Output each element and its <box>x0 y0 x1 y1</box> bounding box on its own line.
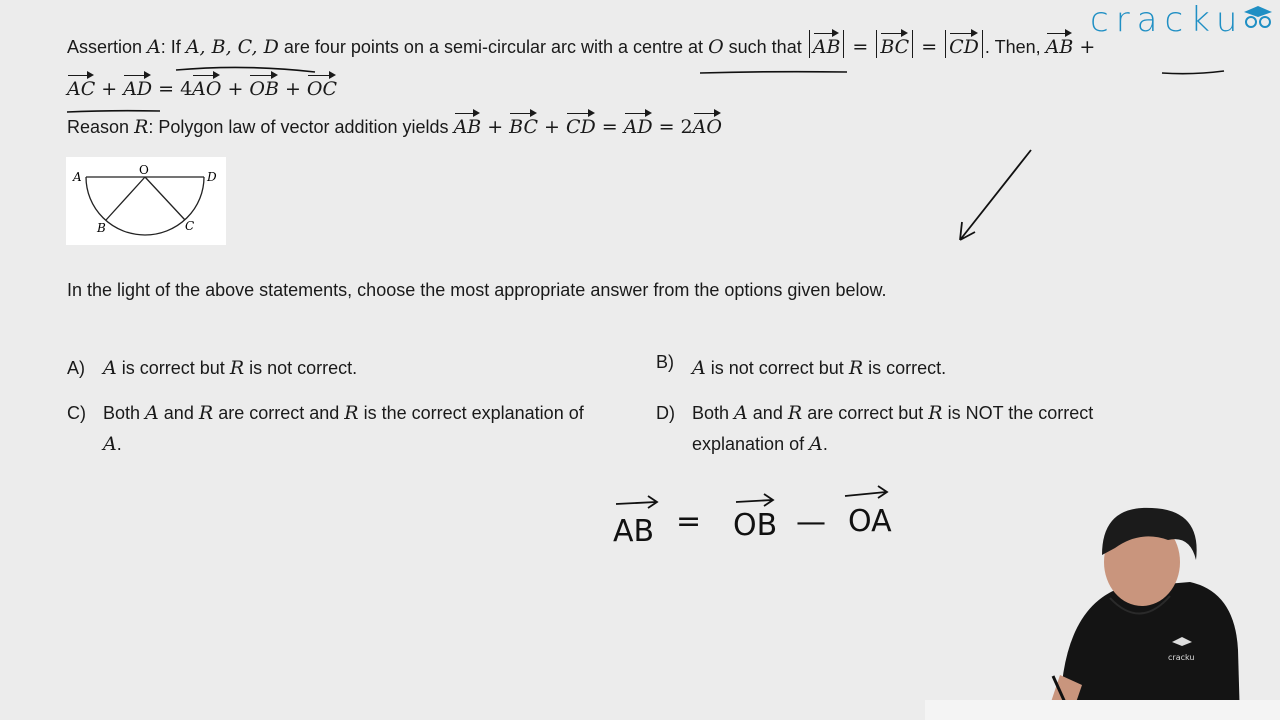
equals-sign: = <box>658 116 675 138</box>
assertion-text-3: such that <box>728 37 802 57</box>
var-a: A <box>692 357 706 379</box>
option-c <box>67 398 637 462</box>
equals-sign: = <box>852 36 869 58</box>
ink-underline <box>700 72 847 73</box>
equals-sign: = <box>921 36 938 58</box>
shirt-logo-text: cracku <box>1168 653 1195 662</box>
option-label: B) <box>656 352 674 372</box>
option-label: C) <box>67 403 86 423</box>
reason-line <box>67 110 722 138</box>
option-fragment: is correct. <box>868 358 947 378</box>
plus-sign: + <box>284 78 301 100</box>
vector-ac: AC <box>67 72 95 100</box>
presenter-video <box>990 500 1280 720</box>
plus-sign: + <box>487 116 504 138</box>
hand-minus: — <box>796 505 826 540</box>
abs-bc <box>876 30 913 58</box>
var-a: A <box>145 402 159 424</box>
equals-sign: = <box>158 78 175 100</box>
coefficient: 4 <box>180 78 193 100</box>
vector-cd: CD <box>566 110 596 138</box>
plus-sign: + <box>101 78 118 100</box>
option-fragment: . <box>116 434 122 454</box>
option-fragment: and <box>163 403 194 423</box>
option-fragment: are correct and <box>218 403 340 423</box>
vector-bc: BC <box>880 30 909 58</box>
vector-ab: AB <box>813 30 841 58</box>
option-text <box>103 353 357 384</box>
assertion-points: A, B, C, D <box>185 36 279 58</box>
semicircle-diagram <box>66 157 226 245</box>
assertion-text-2: are four points on a semi-circular arc with a centre at <box>283 37 704 57</box>
option-text <box>692 353 946 384</box>
plus-sign: + <box>1079 36 1096 58</box>
assertion-text-1: : If <box>160 37 181 57</box>
hand-term-1: OB <box>733 508 778 543</box>
option-fragment: . <box>822 434 828 454</box>
abs-ab <box>809 30 845 58</box>
vector-ad: AD <box>624 110 653 138</box>
option-fragment: is not correct. <box>249 358 358 378</box>
var-r: R <box>848 357 864 379</box>
handwritten-equation <box>613 486 892 549</box>
option-d <box>656 398 1216 462</box>
assertion-then: . Then, <box>984 37 1041 57</box>
var-a: A <box>103 357 117 379</box>
assertion-label: A <box>147 36 161 58</box>
hand-term-2: OA <box>848 504 892 539</box>
plus-sign: + <box>544 116 560 138</box>
vector-oc: OC <box>307 72 337 100</box>
label-d: D <box>207 170 217 184</box>
ink-underline <box>1162 71 1224 74</box>
option-fragment: is not correct but <box>710 358 844 378</box>
assertion-centre: O <box>708 36 724 58</box>
var-a: A <box>734 402 748 424</box>
option-fragment: and <box>752 403 783 423</box>
vector-bc: BC <box>509 110 538 138</box>
assertion-prefix: Assertion <box>67 37 143 57</box>
label-o: O <box>139 163 149 177</box>
option-b <box>656 353 1216 385</box>
var-a: A <box>809 433 823 455</box>
semicircle-figure <box>66 157 226 245</box>
hand-eq: = <box>676 504 702 539</box>
reason-label: R <box>134 116 149 138</box>
var-r: R <box>344 402 359 424</box>
option-fragment: Both <box>103 403 141 423</box>
vector-ao: AO <box>192 72 221 100</box>
question-text: In the light of the above statements, choose the most appropriate answer from the options given below. <box>67 280 887 300</box>
assertion-line-1 <box>67 30 1101 58</box>
var-r: R <box>928 402 943 424</box>
brand-logo: cracku <box>1090 0 1245 40</box>
option-fragment: explanation of <box>692 434 805 454</box>
vector-ob: OB <box>249 72 279 100</box>
option-text <box>692 398 1202 460</box>
assertion-line-2 <box>67 72 337 100</box>
option-fragment: is correct but <box>121 358 225 378</box>
option-fragment: Both <box>692 403 730 423</box>
vector-ao: AO <box>693 110 722 138</box>
option-fragment: is NOT the correct <box>947 403 1094 423</box>
drawing-tablet <box>925 700 1280 720</box>
option-label: A) <box>67 358 85 378</box>
option-label: D) <box>656 403 675 423</box>
option-fragment: are correct but <box>807 403 924 423</box>
ink-arrow <box>960 150 1031 240</box>
graduation-cap-icon <box>1238 4 1278 30</box>
option-fragment: is the correct explanation of <box>363 403 584 423</box>
vector-ab: AB <box>454 110 482 138</box>
vector-ab: AB <box>1046 30 1074 58</box>
vector-ad: AD <box>123 72 152 100</box>
var-r: R <box>229 357 245 379</box>
plus-sign: + <box>227 78 244 100</box>
var-a: A <box>103 433 117 455</box>
label-c: C <box>185 219 195 233</box>
equals-sign: = <box>601 116 618 138</box>
abs-cd <box>945 30 983 58</box>
var-r: R <box>787 402 803 424</box>
label-b: B <box>97 221 106 235</box>
option-text <box>103 398 633 460</box>
vector-cd: CD <box>949 30 979 58</box>
reason-prefix: Reason <box>67 117 130 137</box>
label-a: A <box>73 170 82 184</box>
coefficient: 2 <box>680 116 693 138</box>
hand-lhs: AB <box>613 514 655 549</box>
reason-text: : Polygon law of vector addition yields <box>148 117 449 137</box>
var-r: R <box>198 402 214 424</box>
option-a <box>67 353 637 385</box>
